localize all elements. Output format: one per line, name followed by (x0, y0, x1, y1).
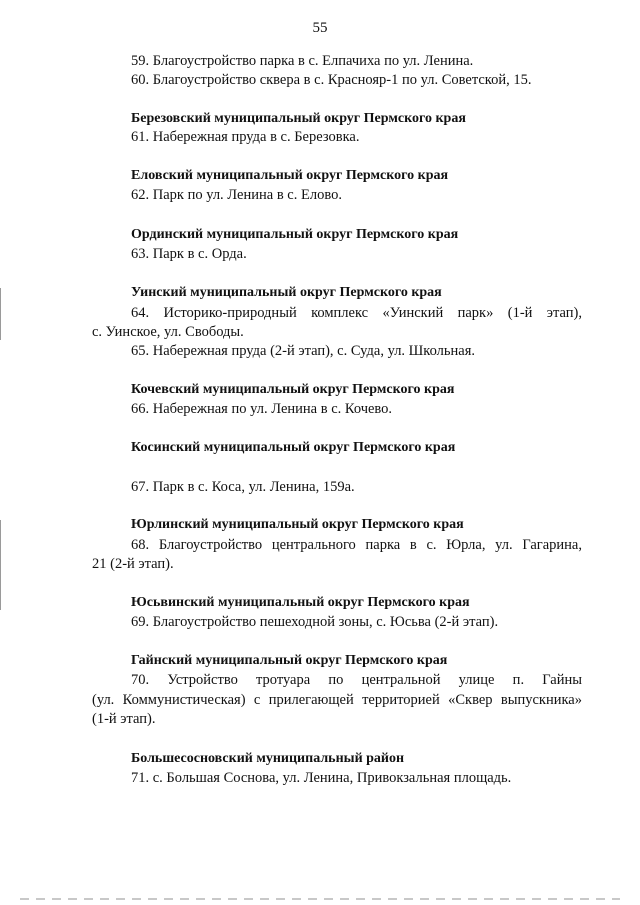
list-item: 67. Парк в с. Коса, ул. Ленина, 159а. (131, 479, 355, 495)
list-item-continuation: (ул. Коммунистическая) с прилегающей территорией «Сквер выпускника» (92, 692, 582, 708)
section-heading: Гайнский муниципальный округ Пермского края (131, 653, 448, 668)
list-item: 65. Набережная пруда (2-й этап), с. Суда, ул. Школьная. (131, 343, 476, 359)
list-item: 66. Набережная по ул. Ленина в с. Кочево. (131, 401, 393, 417)
list-item: 64. Историко-природный комплекс «Уинский парк» (1-й этап), (131, 305, 582, 321)
list-item: 68. Благоустройство центрального парка в с. Юрла, ул. Гагарина, (131, 537, 582, 553)
scan-margin-mark (0, 520, 1, 610)
list-item: 69. Благоустройство пешеходной зоны, с. Юсьва (2-й этап). (131, 614, 499, 630)
list-item: 62. Парк по ул. Ленина в с. Елово. (131, 187, 342, 203)
list-item-continuation: с. Уинское, ул. Свободы. (92, 324, 244, 340)
list-item: 71. с. Большая Соснова, ул. Ленина, Привокзальная площадь. (131, 770, 512, 786)
list-item-continuation: (1-й этап). (92, 711, 156, 727)
section-heading: Ординский муниципальный округ Пермского края (131, 227, 459, 242)
list-item: 63. Парк в с. Орда. (131, 246, 247, 262)
scan-margin-mark (0, 288, 1, 340)
list-item: 59. Благоустройство парка в с. Елпачиха по ул. Ленина. (131, 53, 474, 69)
section-heading: Еловский муниципальный округ Пермского края (131, 168, 449, 183)
section-heading: Кочевский муниципальный округ Пермского края (131, 382, 455, 397)
list-item: 70. Устройство тротуара по центральной улице п. Гайны (131, 672, 582, 688)
section-heading: Юсьвинский муниципальный округ Пермского края (131, 595, 470, 610)
scan-edge-artifact (20, 898, 620, 900)
section-heading: Березовский муниципальный округ Пермского края (131, 111, 466, 126)
page-number: 55 (312, 20, 328, 36)
section-heading: Косинский муниципальный округ Пермского края (131, 440, 456, 455)
list-item-continuation: 21 (2-й этап). (92, 556, 174, 572)
section-heading: Большесосновский муниципальный район (131, 751, 405, 766)
section-heading: Уинский муниципальный округ Пермского края (131, 285, 442, 300)
list-item: 60. Благоустройство сквера в с. Краснояр-1 по ул. Советской, 15. (131, 72, 532, 88)
section-heading: Юрлинский муниципальный округ Пермского края (131, 517, 464, 532)
list-item: 61. Набережная пруда в с. Березовка. (131, 129, 360, 145)
